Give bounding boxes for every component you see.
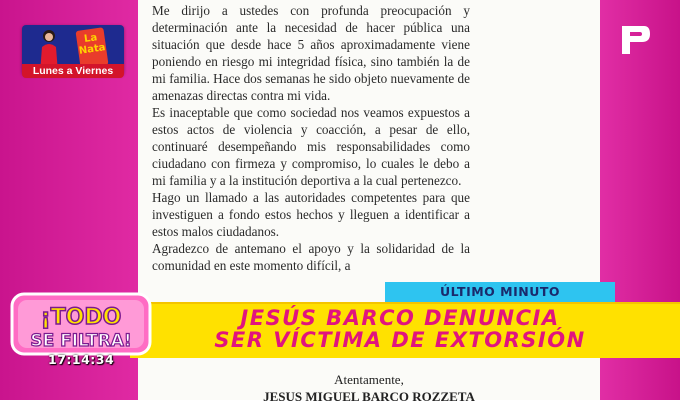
program-name-line-2: SE FILTRA! <box>30 331 132 351</box>
letter-body <box>152 2 470 274</box>
letter-paragraph: Hago un llamado a las autoridades competentes para que investiguen a fondo estos hechos y lleguen a identificar a estos malos ciudadanos. <box>152 190 470 239</box>
letter-paragraph: Es inaceptable que como sociedad nos veamos expuestos a estos actos de violencia y coacción, a pesar de ello, continuaré desempeñando mis responsabilidades como ciudadano con firmeza y compromiso, lo cuales le debo a mi familia y a la institución deportiva a la cual pertenezco. <box>152 105 470 188</box>
program-name-line-1: ¡TODO <box>40 305 122 330</box>
panamericana-p-icon <box>616 22 652 56</box>
headline-line-2: SER VÍCTIMA DE EXTORSIÓN <box>214 328 586 352</box>
show-logo-text: La Nata <box>75 27 108 69</box>
program-logo <box>8 288 154 360</box>
letter-closing: Atentamente, <box>334 372 404 387</box>
letter-signature: JESUS MIGUEL BARCO ROZZETA <box>263 389 475 404</box>
breaking-news-tag: ÚLTIMO MINUTO <box>385 282 615 302</box>
headline-line-1: JESÚS BARCO DENUNCIA <box>240 306 560 330</box>
show-schedule: Lunes a Viernes <box>22 64 124 78</box>
clock: 17:14:34 <box>48 352 115 367</box>
letter-paragraph: Agradezco de antemano el apoyo y la solidaridad de la comunidad en este momento difícil, a <box>152 241 470 273</box>
letter-paragraph: Me dirijo a ustedes con profunda preocupación y determinación ante la necesidad de hacer pública una situación que desde hace 5 años aproximadamente viene poniendo en riesgo mi integridad física, sino también la de mi familia. Hace dos semanas he sido objeto nuevamente de amenazas directas contra mi vida. <box>152 3 470 103</box>
headline <box>150 307 650 351</box>
